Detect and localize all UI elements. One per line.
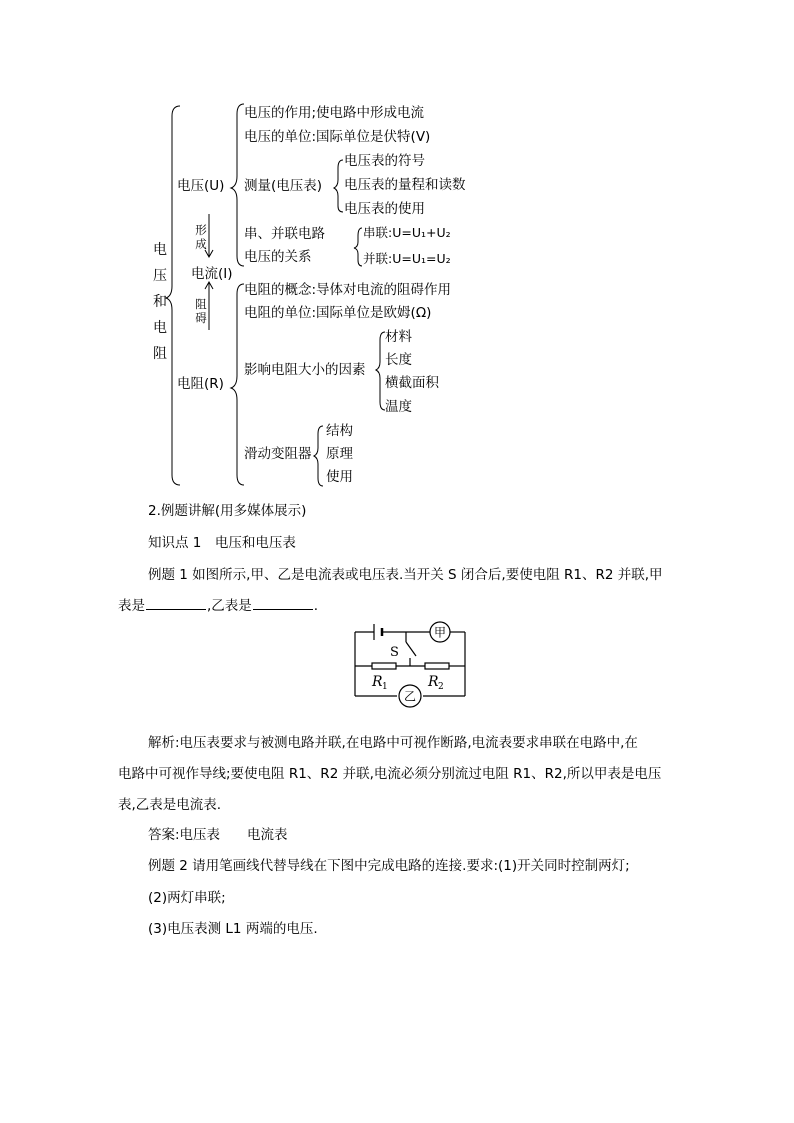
r1-label: R: [372, 674, 383, 690]
rheostat-item: 原理: [326, 446, 353, 462]
voltage-label: 电压(U): [177, 178, 225, 194]
r2-subscript: 2: [438, 682, 444, 692]
section-title: 2.例题讲解(用多媒体展示): [148, 503, 307, 519]
voltage-unit: 电压的单位:国际单位是伏特(V): [244, 129, 431, 145]
measure-item: 电压表的量程和读数: [344, 177, 466, 193]
resistor-r1: [372, 663, 396, 669]
relation-label: 电压的关系: [244, 249, 312, 265]
analysis-line: 表,乙表是电流表.: [118, 797, 222, 813]
switch-label: S: [390, 645, 399, 660]
root-char: 压: [153, 268, 167, 284]
answer-blank-jia[interactable]: [146, 597, 206, 610]
example1-text-b: ,乙表是: [207, 598, 252, 614]
series-formula: 串联:U=U₁+U₂: [363, 225, 451, 240]
rheostat-label: 滑动变阻器: [244, 446, 312, 462]
current-label: 电流(I): [191, 266, 233, 282]
knowledge-point-title: 知识点 1 电压和电压表: [148, 535, 296, 551]
root-char: 阻: [153, 346, 167, 362]
example1-text-c: .: [313, 598, 319, 614]
factor-item: 温度: [385, 399, 412, 415]
example1-line2: [118, 594, 318, 614]
factor-item: 长度: [385, 352, 412, 368]
answer-blank-yi[interactable]: [253, 597, 313, 610]
zuai-char: 碍: [195, 311, 207, 325]
concept-map-braces: [0, 0, 794, 500]
example2-text: 例题 2 请用笔画线代替导线在下图中完成电路的连接.要求:(1)开关同时控制两灯;: [148, 858, 630, 874]
zuai-char: 阻: [195, 297, 207, 311]
rheostat-item: 使用: [326, 469, 353, 485]
resistance-unit: 电阻的单位:国际单位是欧姆(Ω): [244, 305, 432, 321]
r1-subscript: 1: [382, 682, 388, 692]
example1-text-a: 表是: [118, 598, 145, 614]
measure-item: 电压表的符号: [344, 153, 425, 169]
circuit-diagram: [350, 620, 475, 715]
factor-item: 横截面积: [385, 375, 439, 391]
measure-item: 电压表的使用: [344, 201, 425, 217]
r2-label: R: [428, 674, 439, 690]
analysis-line: 电路中可视作导线;要使电阻 R1、R2 并联,电流必须分别流过电阻 R1、R2,所以甲表是电压: [118, 766, 662, 782]
example1-text: 例题 1 如图所示,甲、乙是电流表或电压表.当开关 S 闭合后,要使电阻 R1、R2 并联,甲: [148, 567, 663, 583]
voltage-role: 电压的作用;使电路中形成电流: [244, 105, 425, 121]
measure-label: 测量(电压表): [244, 178, 323, 194]
relation-label: 串、并联电路: [244, 226, 325, 242]
factors-label: 影响电阻大小的因素: [244, 362, 366, 378]
root-char: 和: [153, 294, 167, 310]
resistance-label: 电阻(R): [177, 376, 224, 392]
answer-line: 答案:电压表 电流表: [148, 827, 288, 843]
example2-requirement: (3)电压表测 L1 两端的电压.: [148, 921, 318, 937]
root-char: 电: [153, 242, 167, 258]
meter-yi-label: 乙: [403, 689, 417, 704]
analysis-line: 解析:电压表要求与被测电路并联,在电路中可视作断路,电流表要求串联在电路中,在: [148, 735, 638, 751]
meter-jia-label: 甲: [433, 625, 447, 640]
switch-blade: [406, 642, 416, 656]
example2-requirement: (2)两灯串联;: [148, 890, 226, 906]
xingcheng-char: 形: [195, 223, 207, 237]
root-char: 电: [153, 320, 167, 336]
resistance-concept: 电阻的概念:导体对电流的阻碍作用: [244, 282, 452, 298]
xingcheng-char: 成: [195, 237, 207, 251]
rheostat-item: 结构: [326, 423, 353, 439]
resistor-r2: [425, 663, 449, 669]
parallel-formula: 并联:U=U₁=U₂: [363, 251, 451, 266]
factor-item: 材料: [385, 329, 412, 345]
